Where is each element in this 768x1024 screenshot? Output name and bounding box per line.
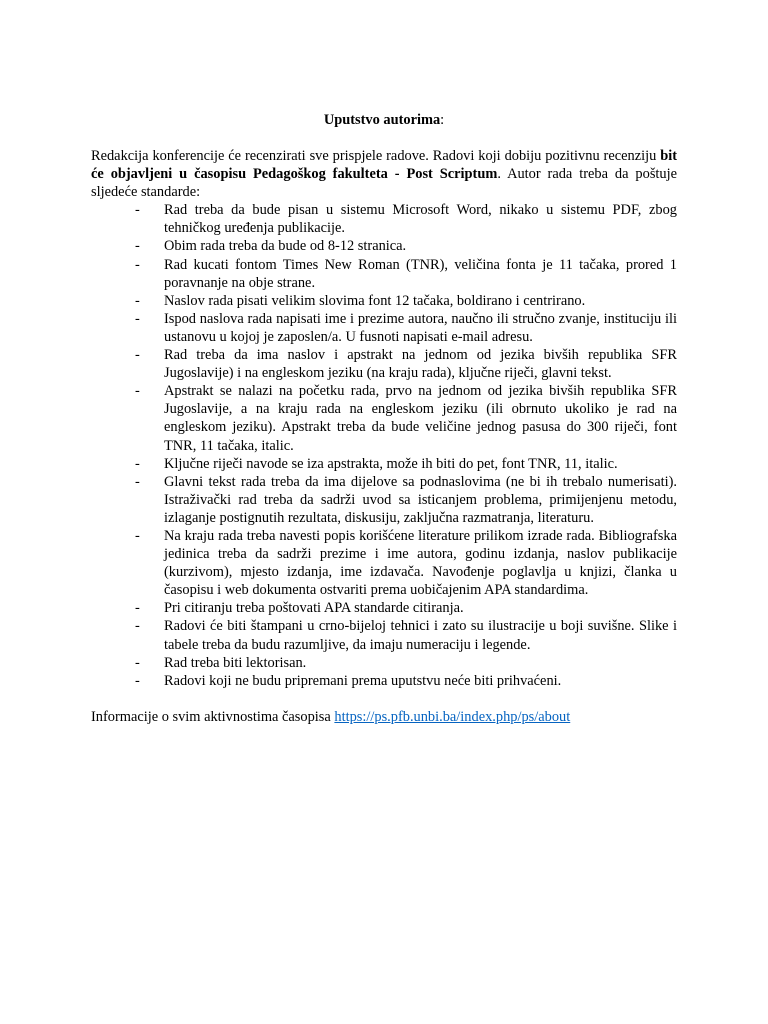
intro-text-after: . Autor rada treba da poštuje sljedeće standarde: <box>91 166 677 201</box>
guideline-text: Rad treba biti lektorisan. <box>164 654 307 671</box>
guideline-item <box>91 292 677 310</box>
guidelines-list <box>91 201 677 690</box>
guideline-item <box>91 473 677 527</box>
journal-link[interactable]: https://ps.pfb.unbi.ba/index.php/ps/about <box>334 708 571 725</box>
bullet-dash: - <box>135 672 140 689</box>
footer-info <box>91 708 677 726</box>
bullet-dash: - <box>135 527 140 544</box>
bullet-dash: - <box>135 455 140 472</box>
guideline-text: Glavni tekst rada treba da ima dijelove sa podnaslovima (ne bi ih trebalo numerisati). Istraživački rad treba da sadrži uvod sa isticanjem problema, primijenjenu metodu, izlaganje postignutih rezultata, diskusiju, zaključna razmatranja, literaturu. <box>164 473 677 526</box>
guideline-item <box>91 382 677 454</box>
bullet-dash: - <box>135 473 140 490</box>
bullet-dash: - <box>135 238 140 255</box>
page-title <box>91 111 677 129</box>
guideline-text: Na kraju rada treba navesti popis korišćene literature prilikom izrade rada. Bibliografska jedinica treba da sadrži prezime i ime autora, godinu izdanja, naslov publikacije (kurzivom), mjesto izdanja, ime izdavača. Navođenje poglavlja u knjizi, članka u časopisu i web dokumenta ostvariti prema uobičajenim APA standardima. <box>164 527 677 599</box>
guideline-item <box>91 201 677 237</box>
guideline-text: Radovi će biti štampani u crno-bijeloj tehnici i zato su ilustracije u boji suvišne. Slike i tabele treba da budu razumljive, da imaju numeraciju i legende. <box>164 618 677 653</box>
document-page <box>91 111 677 740</box>
page-title-text: Uputstvo autorima <box>323 112 441 128</box>
footer-text: Informacije o svim aktivnostima časopisa <box>91 708 335 725</box>
guideline-item <box>91 256 677 292</box>
guideline-text: Ispod naslova rada napisati ime i prezime autora, naučno ili stručno zvanje, instituciju ili ustanovu u kojoj je zaposlen/a. U fusnoti napisati e-mail adresu. <box>164 310 677 345</box>
bullet-dash: - <box>135 202 140 219</box>
page-title-colon: : <box>440 112 445 128</box>
bullet-dash: - <box>135 292 140 309</box>
bullet-dash: - <box>135 383 140 400</box>
guideline-item <box>91 527 677 599</box>
intro-text-before: Redakcija konferencije će recenzirati sve prispjele radove. Radovi koji dobiju pozitivnu recenziju <box>91 148 661 164</box>
guideline-item <box>91 237 677 255</box>
bullet-dash: - <box>135 600 140 617</box>
bullet-dash: - <box>135 347 140 364</box>
guideline-text: Radovi koji ne budu pripremani prema uputstvu neće biti prihvaćeni. <box>164 672 562 689</box>
guideline-item <box>91 346 677 382</box>
guideline-text: Rad treba da bude pisan u sistemu Microsoft Word, nikako u sistemu PDF, zbog tehničkog uređenja publikacije. <box>164 202 677 237</box>
bullet-dash: - <box>135 654 140 671</box>
guideline-item <box>91 617 677 653</box>
guideline-item <box>91 310 677 346</box>
guideline-text: Obim rada treba da bude od 8-12 stranica. <box>164 238 407 255</box>
guideline-text: Rad kucati fontom Times New Roman (TNR), veličina fonta je 11 tačaka, prored 1 poravnanje na obje strane. <box>164 256 677 291</box>
guideline-text: Naslov rada pisati velikim slovima font 12 tačaka, boldirano i centrirano. <box>164 292 586 309</box>
guideline-item <box>91 455 677 473</box>
bullet-dash: - <box>135 256 140 273</box>
guideline-item <box>91 672 677 690</box>
guideline-text: Ključne riječi navode se iza apstrakta, može ih biti do pet, font TNR, 11, italic. <box>164 455 618 472</box>
guideline-text: Rad treba da ima naslov i apstrakt na jednom od jezika bivših republika SFR Jugoslavije) i na engleskom jeziku (na kraju rada), ključne riječi, glavni tekst. <box>164 347 677 382</box>
intro-bold-text: bit će objavljeni u časopisu Pedagoškog fakulteta - Post Scriptum <box>91 148 677 183</box>
guideline-text: Pri citiranju treba poštovati APA standarde citiranja. <box>164 600 464 617</box>
guideline-text: Apstrakt se nalazi na početku rada, prvo na jednom od jezika bivših republika SFR Jugoslavije, a na kraju rada na engleskom jeziku (ili obrnuto ukoliko je rad na engleskom jeziku). Apstrakt treba da bude veličine jednog pasusa do 300 riječi, font TNR, 11 tačaka, italic. <box>164 383 677 454</box>
bullet-dash: - <box>135 310 140 327</box>
guideline-item <box>91 654 677 672</box>
intro-paragraph <box>91 147 677 201</box>
guideline-item <box>91 599 677 617</box>
bullet-dash: - <box>135 618 140 635</box>
